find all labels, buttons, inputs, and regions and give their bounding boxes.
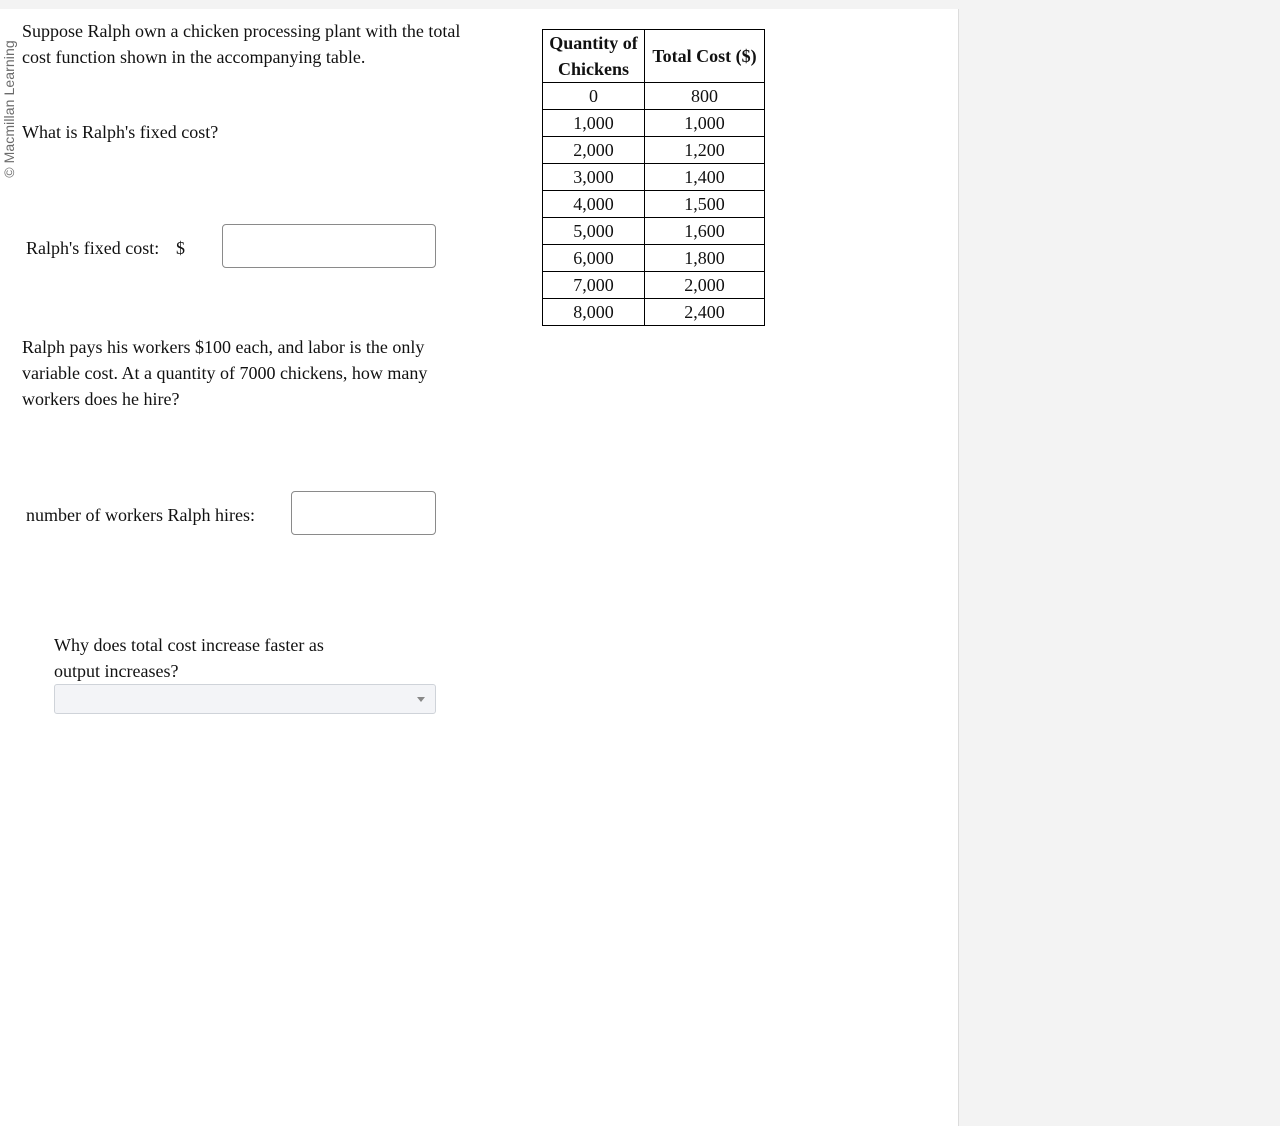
quantity-cell: 3,000 xyxy=(543,164,645,191)
total-cost-cell: 1,500 xyxy=(645,191,765,218)
total-cost-cell: 2,400 xyxy=(645,299,765,326)
total-cost-cell: 1,200 xyxy=(645,137,765,164)
table-row xyxy=(543,218,765,245)
total-cost-cell: 800 xyxy=(645,83,765,110)
table-row xyxy=(543,164,765,191)
question-page xyxy=(0,9,959,1126)
intro-text: Suppose Ralph own a chicken processing plant with the total cost function shown in the accompanying table. xyxy=(22,21,461,67)
quantity-cell: 2,000 xyxy=(543,137,645,164)
fixed-cost-input[interactable] xyxy=(222,224,436,268)
table-row xyxy=(543,299,765,326)
fixed-cost-label: Ralph's fixed cost: xyxy=(26,238,160,258)
quantity-cell: 4,000 xyxy=(543,191,645,218)
table-header-row xyxy=(543,30,765,83)
workers-input[interactable] xyxy=(291,491,436,535)
table-row xyxy=(543,110,765,137)
quantity-cell: 1,000 xyxy=(543,110,645,137)
table-body xyxy=(543,83,765,326)
question-cost-increase: Why does total cost increase faster as output increases? xyxy=(54,635,324,681)
chevron-down-icon xyxy=(417,697,425,702)
column-header-quantity: Quantity of Chickens xyxy=(543,30,645,83)
table-row xyxy=(543,191,765,218)
cost-table xyxy=(542,29,765,326)
table-row xyxy=(543,245,765,272)
question-fixed-cost: What is Ralph's fixed cost? xyxy=(22,122,219,142)
currency-symbol: $ xyxy=(176,238,185,258)
copyright-watermark: © Macmillan Learning xyxy=(1,40,17,178)
quantity-cell: 5,000 xyxy=(543,218,645,245)
table-row xyxy=(543,137,765,164)
total-cost-cell: 2,000 xyxy=(645,272,765,299)
quantity-cell: 8,000 xyxy=(543,299,645,326)
quantity-cell: 6,000 xyxy=(543,245,645,272)
cost-increase-dropdown[interactable] xyxy=(54,684,436,714)
table-row xyxy=(543,272,765,299)
quantity-cell: 0 xyxy=(543,83,645,110)
total-cost-cell: 1,800 xyxy=(645,245,765,272)
quantity-cell: 7,000 xyxy=(543,272,645,299)
question-workers: Ralph pays his workers $100 each, and labor is the only variable cost. At a quantity of 7000 chickens, how many workers does he hire? xyxy=(22,337,428,409)
table-row xyxy=(543,83,765,110)
workers-label: number of workers Ralph hires: xyxy=(26,505,255,525)
total-cost-cell: 1,000 xyxy=(645,110,765,137)
total-cost-cell: 1,600 xyxy=(645,218,765,245)
column-header-total-cost: Total Cost ($) xyxy=(645,30,765,83)
total-cost-cell: 1,400 xyxy=(645,164,765,191)
